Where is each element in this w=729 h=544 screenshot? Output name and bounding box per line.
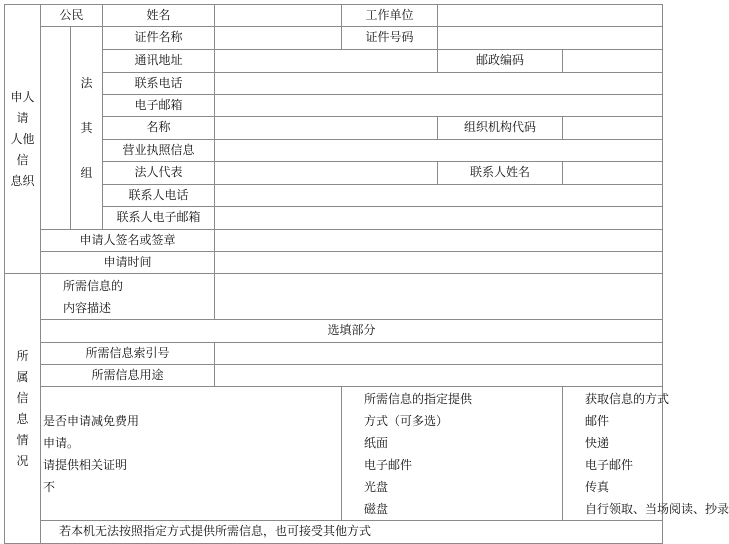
- purpose-label: 所需信息用途: [41, 365, 215, 387]
- obtain-method-option[interactable]: 自行领取、当场阅读、抄录: [585, 501, 729, 516]
- signature-field[interactable]: [215, 230, 663, 252]
- index-number-label: 所需信息索引号: [41, 343, 215, 365]
- date-label: 申请时间: [41, 252, 215, 274]
- fallback-method-note[interactable]: 若本机无法按照指定方式提供所需信息，也可接受其他方式: [41, 521, 663, 544]
- provide-method-line: 所需信息的指定提供: [364, 391, 473, 406]
- info-title-char: 息: [16, 411, 29, 426]
- provide-method-cell: [342, 387, 563, 521]
- org-label-char: 法: [80, 75, 93, 90]
- employer-label: 工作单位: [342, 5, 438, 27]
- org-name-label: 名称: [103, 117, 215, 140]
- obtain-method-option[interactable]: 传真: [585, 479, 610, 494]
- provide-method-option[interactable]: 磁盘: [364, 501, 389, 516]
- info-title-char: 信: [16, 390, 29, 405]
- id-number-field[interactable]: [438, 27, 663, 50]
- provide-method-option[interactable]: 光盘: [364, 479, 389, 494]
- postcode-label: 邮政编码: [438, 50, 563, 73]
- obtain-method-line: 获取信息的方式: [585, 391, 670, 406]
- name-field[interactable]: [215, 5, 342, 27]
- obtain-method-option[interactable]: 邮件: [585, 413, 610, 428]
- description-field[interactable]: [215, 274, 663, 320]
- id-number-label: 证件号码: [342, 27, 438, 50]
- email-field[interactable]: [215, 95, 663, 117]
- fee-waiver-cell[interactable]: [41, 387, 342, 521]
- description-label-line: 内容描述: [63, 300, 112, 315]
- contact-phone-field[interactable]: [215, 185, 663, 207]
- applicant-title-char: 申人: [10, 89, 35, 104]
- fee-waiver-line: 请提供相关证明: [43, 457, 128, 472]
- contact-phone-label: 联系人电话: [103, 185, 215, 207]
- id-type-field[interactable]: [215, 27, 342, 50]
- obtain-method-option[interactable]: 快递: [585, 435, 610, 450]
- info-title-char: 所: [16, 348, 29, 363]
- address-label: 通讯地址: [103, 50, 215, 73]
- address-field[interactable]: [215, 50, 438, 73]
- name-label: 姓名: [103, 5, 215, 27]
- signature-label: 申请人签名或签章: [41, 230, 215, 252]
- fee-waiver-line: 是否申请减免费用: [43, 413, 140, 428]
- id-type-label: 证件名称: [103, 27, 215, 50]
- legal-rep-field[interactable]: [215, 162, 438, 185]
- provide-method-option[interactable]: 纸面: [364, 435, 389, 450]
- contact-name-field[interactable]: [563, 162, 663, 185]
- info-title-char: 情: [16, 432, 29, 447]
- license-label: 营业执照信息: [103, 140, 215, 162]
- citizen-label: 公民: [41, 5, 103, 27]
- applicant-title-char: 人他: [10, 131, 35, 146]
- legal-rep-label: 法人代表: [103, 162, 215, 185]
- org-label-char: 其: [80, 120, 93, 135]
- obtain-method-cell: [563, 387, 729, 521]
- contact-name-label: 联系人姓名: [438, 162, 563, 185]
- applicant-title-char: 息织: [10, 173, 35, 188]
- provide-method-line: 方式（可多选）: [364, 413, 449, 428]
- org-code-field[interactable]: [563, 117, 663, 140]
- license-field[interactable]: [215, 140, 663, 162]
- contact-email-label: 联系人电子邮箱: [103, 207, 215, 230]
- org-name-field[interactable]: [215, 117, 438, 140]
- email-label: 电子邮箱: [103, 95, 215, 117]
- index-number-field[interactable]: [215, 343, 663, 365]
- optional-section-header: 选填部分: [41, 320, 663, 343]
- contact-email-field[interactable]: [215, 207, 663, 230]
- application-form-table: [4, 4, 729, 544]
- phone-field[interactable]: [215, 73, 663, 95]
- info-section-title: [5, 274, 41, 544]
- phone-label: 联系电话: [103, 73, 215, 95]
- applicant-title-char: 请: [16, 110, 29, 125]
- provide-method-option[interactable]: 电子邮件: [364, 457, 413, 472]
- date-field[interactable]: [215, 252, 663, 274]
- org-label: [71, 27, 103, 230]
- org-code-label: 组织机构代码: [438, 117, 563, 140]
- applicant-title-char: 信: [16, 152, 29, 167]
- group-spacer: [41, 27, 71, 230]
- info-title-char: 属: [16, 369, 29, 384]
- fee-waiver-option[interactable]: 不: [43, 479, 56, 494]
- postcode-field[interactable]: [563, 50, 663, 73]
- org-label-char: 组: [80, 165, 93, 180]
- fee-waiver-line: 申请。: [43, 435, 80, 450]
- obtain-method-option[interactable]: 电子邮件: [585, 457, 634, 472]
- description-label: [41, 274, 215, 320]
- description-label-line: 所需信息的: [63, 278, 124, 293]
- applicant-section-title: [5, 5, 41, 274]
- info-title-char: 况: [16, 453, 29, 468]
- purpose-field[interactable]: [215, 365, 663, 387]
- employer-field[interactable]: [438, 5, 663, 27]
